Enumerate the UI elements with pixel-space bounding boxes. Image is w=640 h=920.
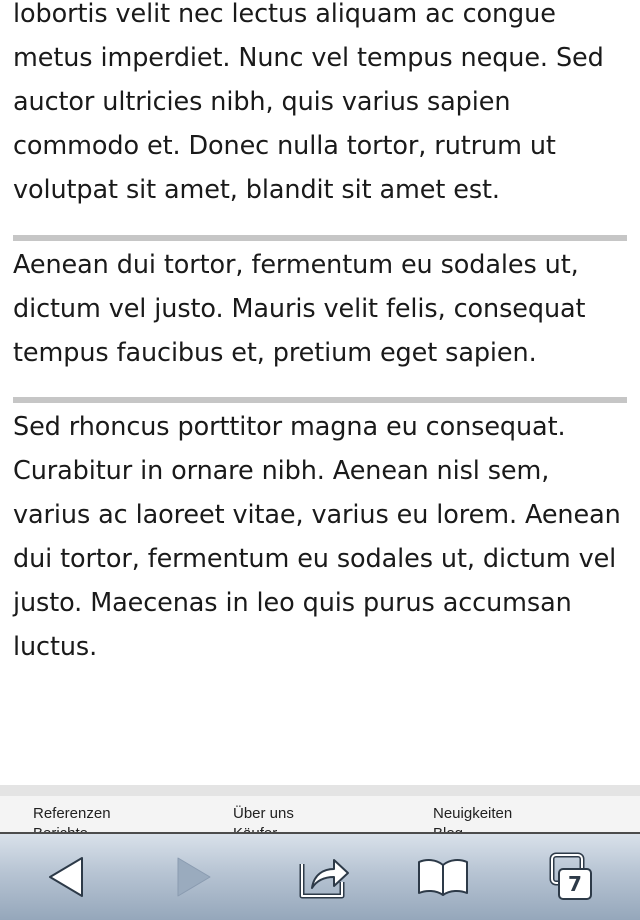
footer-link-referenzen[interactable]: Referenzen <box>33 805 111 822</box>
browser-toolbar <box>0 832 640 920</box>
back-button[interactable] <box>38 852 94 902</box>
footer-separator <box>0 785 640 796</box>
bookmarks-button[interactable] <box>415 852 471 902</box>
share-button[interactable] <box>296 852 352 902</box>
paragraph-divider <box>13 235 627 241</box>
bookmarks-book-icon <box>415 855 471 899</box>
tab-count-badge: 7 <box>568 872 582 896</box>
share-icon <box>298 854 350 900</box>
forward-button[interactable] <box>166 852 222 902</box>
forward-arrow-icon <box>174 855 214 899</box>
footer-nav <box>0 796 640 832</box>
article-paragraph-1: lobortis velit nec lectus aliquam ac congue metus imperdiet. Nunc vel tempus neque. Sed auctor ultricies nibh, quis varius sapien commodo et. Donec nulla tortor, rutrum ut volutpat sit amet, blandit sit amet est. <box>13 0 604 205</box>
paragraph-divider <box>13 397 627 403</box>
back-arrow-icon <box>46 855 86 899</box>
article-paragraph-3: Sed rhoncus porttitor magna eu consequat. Curabitur in ornare nibh. Aenean nisl sem, varius ac laoreet vitae, varius eu lorem. Aenean dui tortor, fermentum eu sodales ut, dictum vel justo. Maecenas in leo quis purus accumsan luctus. <box>13 412 621 662</box>
footer-link-ueber-uns[interactable]: Über uns <box>233 805 294 822</box>
tabs-button[interactable] <box>542 852 598 902</box>
article-paragraph-2: Aenean dui tortor, fermentum eu sodales ut, dictum vel justo. Mauris velit felis, consequat tempus faucibus et, pretium eget sapien. <box>13 250 586 368</box>
footer-link-neuigkeiten[interactable]: Neuigkeiten <box>433 805 513 822</box>
